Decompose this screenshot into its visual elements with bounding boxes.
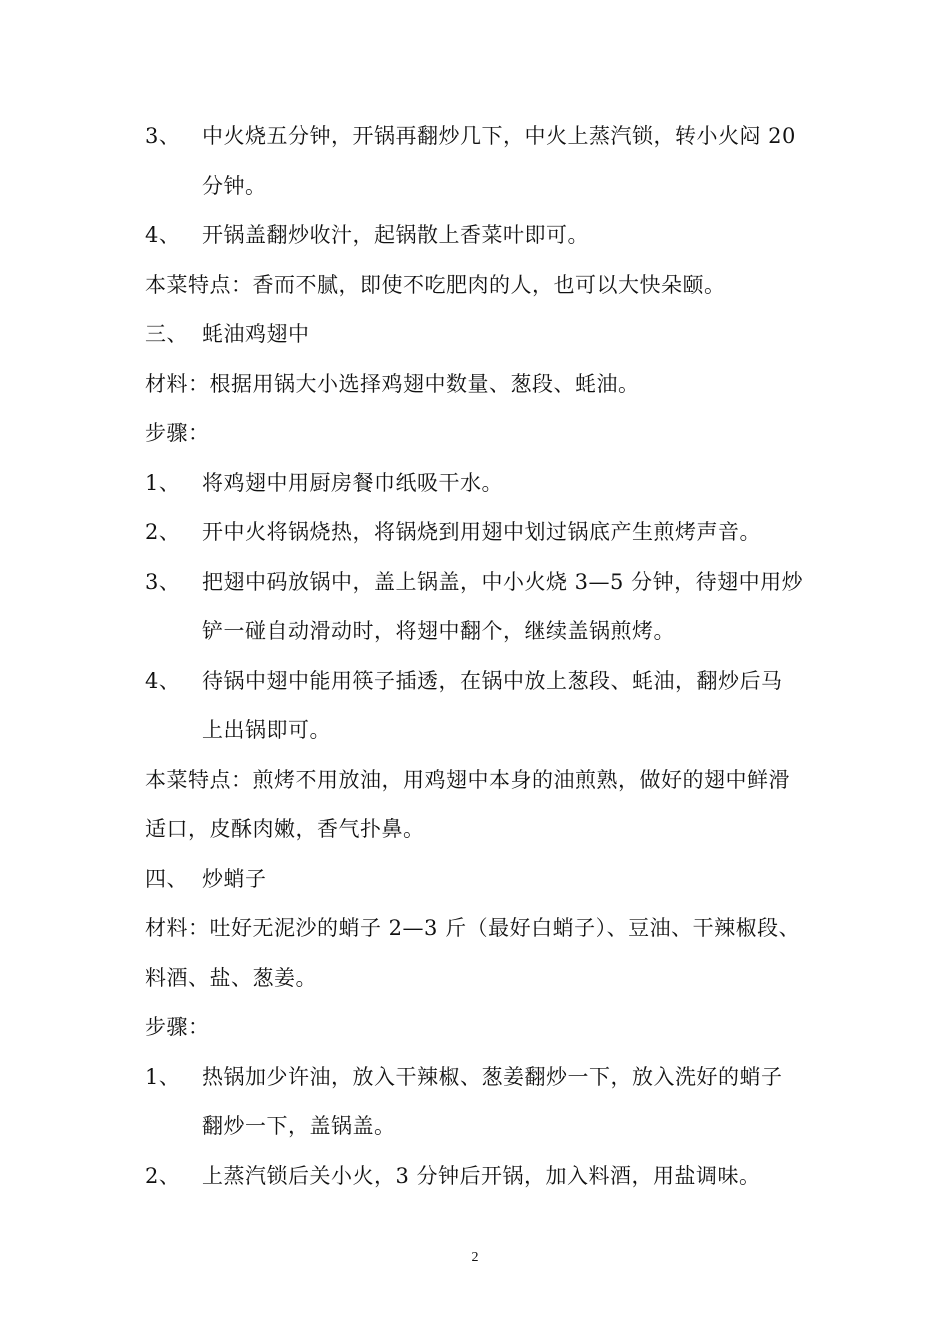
section-number: 三、 <box>145 322 188 346</box>
paragraph-text: 本菜特点：煎烤不用放油，用鸡翅中本身的油煎熟，做好的翅中鲜滑 <box>145 767 790 792</box>
step-text: 开锅盖翻炒收汁，起锅散上香菜叶即可。 <box>202 223 589 247</box>
ingredients-line <box>145 904 825 954</box>
ingredients-line <box>145 360 825 410</box>
step-line <box>145 211 825 261</box>
step-line <box>145 459 825 509</box>
step-text: 上蒸汽锁后关小火，3 分钟后开锅，加入料酒，用盐调味。 <box>202 1163 761 1188</box>
paragraph-text: 材料：根据用锅大小选择鸡翅中数量、葱段、蚝油。 <box>145 371 640 396</box>
paragraph-text: 步骤： <box>145 421 210 445</box>
page-content <box>145 112 825 1201</box>
step-line <box>145 558 825 608</box>
step-number: 1、 <box>145 1064 181 1089</box>
step-text: 把翅中码放锅中，盖上锅盖，中小火烧 3—5 分钟，待翅中用炒 <box>202 569 804 594</box>
step-text: 翻炒一下，盖锅盖。 <box>202 1114 396 1138</box>
section-title: 炒蛸子 <box>202 866 267 891</box>
steps-label <box>145 1003 825 1053</box>
step-text: 将鸡翅中用厨房餐巾纸吸干水。 <box>202 470 503 495</box>
page-number: 2 <box>471 1250 479 1265</box>
paragraph-text: 适口，皮酥肉嫩，香气扑鼻。 <box>145 817 425 841</box>
dish-feature <box>145 756 825 806</box>
step-number: 4、 <box>145 668 181 693</box>
continuation-line <box>145 706 825 756</box>
step-number: 4、 <box>145 223 181 247</box>
step-number: 2、 <box>145 520 181 544</box>
step-text: 铲一碰自动滑动时，将翅中翻个，继续盖锅煎烤。 <box>202 619 675 643</box>
steps-label <box>145 409 825 459</box>
paragraph-text: 本菜特点：香而不腻，即使不吃肥肉的人，也可以大快朵颐。 <box>145 272 726 297</box>
continuation-line <box>145 1102 825 1152</box>
step-text: 中火烧五分钟，开锅再翻炒几下，中火上蒸汽锁，转小火闷 20 <box>202 124 796 148</box>
step-text: 开中火将锅烧热，将锅烧到用翅中划过锅底产生煎烤声音。 <box>202 520 761 544</box>
step-text: 热锅加少许油，放入干辣椒、葱姜翻炒一下，放入洗好的蛸子 <box>202 1064 783 1089</box>
continuation-line <box>145 607 825 657</box>
section-number: 四、 <box>145 866 188 891</box>
step-text: 待锅中翅中能用筷子插透，在锅中放上葱段、蚝油，翻炒后马 <box>202 668 783 693</box>
step-number: 1、 <box>145 470 181 495</box>
step-line <box>145 657 825 707</box>
continuation-line <box>145 162 825 212</box>
dish-feature-continued <box>145 805 825 855</box>
ingredients-continued <box>145 954 825 1004</box>
step-text: 分钟。 <box>202 173 267 198</box>
paragraph-text: 材料：吐好无泥沙的蛸子 2—3 斤（最好白蛸子）、豆油、干辣椒段、 <box>145 916 801 940</box>
section-title: 蚝油鸡翅中 <box>202 322 310 346</box>
step-text: 上出锅即可。 <box>202 718 331 742</box>
step-line <box>145 508 825 558</box>
step-number: 2、 <box>145 1163 181 1188</box>
section-heading <box>145 855 825 905</box>
paragraph-text: 料酒、盐、葱姜。 <box>145 965 317 990</box>
paragraph-text: 步骤： <box>145 1015 210 1039</box>
step-line <box>145 1053 825 1103</box>
step-line <box>145 112 825 162</box>
section-heading <box>145 310 825 360</box>
step-number: 3、 <box>145 124 181 148</box>
step-line <box>145 1152 825 1202</box>
dish-feature <box>145 261 825 311</box>
step-number: 3、 <box>145 569 181 594</box>
